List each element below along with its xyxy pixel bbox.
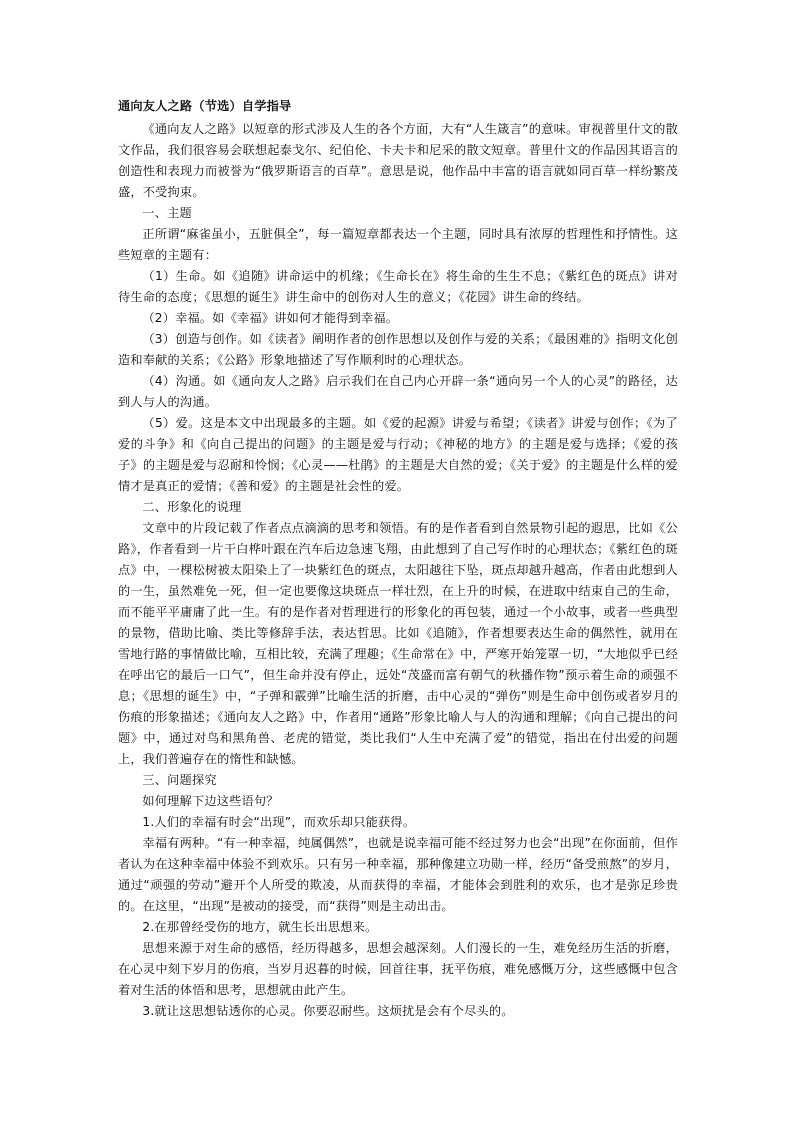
theme-item-love: （5）爱。这是本文中出现最多的主题。如《爱的起源》讲爱与希望；《读者》讲爱与创作；《为了爱的斗争》和《向自己提出的问题》的主题是爱与行动；《神秘的地方》的主题是爱与选择；《爱的孩子》的主题是爱与忍耐和怜悯；《心灵——杜鹃》的主题是大自然的爱；《关于爱》的主题是什么样的爱情才是真正的爱情；《善和爱》的主题是社会性的爱。 [118,416,678,493]
theme-item-life: （1）生命。如《追随》讲命运中的机缘；《生命长在》将生命的生生不息；《紫红色的斑点》讲对待生命的态度；《思想的诞生》讲生命中的创伤对人生的意义；《花园》讲生命的终结。 [118,269,678,304]
theme-intro-paragraph: 正所谓“麻雀虽小，五脏俱全”，每一篇短章都表达一个主题，同时具有浓厚的哲理性和抒情性。这些短章的主题有： [118,227,678,262]
answer-2: 思想来源于对生命的感悟，经历得越多，思想会越深刻。人们漫长的一生，难免经历生活的折磨，在心灵中刻下岁月的伤痕，当岁月迟暮的时候，回首往事，抚平伤痕，难免感慨万分，这些感慨中包含着对生活的体悟和思考，思想就由此产生。 [118,941,678,997]
question-3: 3.就让这思想钻透你的心灵。你要忍耐些。这烦扰是会有个尽头的。 [142,1004,514,1018]
theme-item-communication: （4）沟通。如《通向友人之路》启示我们在自己内心开辟一条“通向另一个人的心灵”的路径，达到人与人的沟通。 [118,374,678,409]
document-page [118,96,678,1022]
section-heading-questions: 三、问题探究 [142,773,217,787]
theme-item-happiness: （2）幸福。如《幸福》讲如何才能得到幸福。 [142,311,399,325]
document-title: 通向友人之路（节选）自学指导 [118,99,292,113]
question-1: 1.人们的幸福有时会“出现”，而欢乐却只能获得。 [142,815,416,829]
reasoning-paragraph: 文章中的片段记载了作者点点滴滴的思考和领悟。有的是作者看到自然景物引起的遐思，比如《公路》，作者看到一片干白桦叶跟在汽车后边急速飞翔，由此想到了自己写作时的心理状态；《紫红色的斑点》中，一棵松树被太阳染上了一块紫红色的斑点，太阳越往下坠，斑点却越升越高，作者由此想到人的一生，虽然难免一死，但一定也要像这块斑点一样壮烈，在上升的时候，在进取中结束自己的生命，而不能平平庸庸了此一生。有的是作者对哲理进行的形象化的再包装，通过一个小故事，或者一些典型的景物，借助比喻、类比等修辞手法，表达哲思。比如《追随》，作者想要表达生命的偶然性，就用在雪地行路的事情做比喻，互相比较，充满了理趣；《生命常在》中，严寒开始笼罩一切，“大地似乎已经在呼出它的最后一口气”，但生命并没有停止，远处“茂盛而富有朝气的秋播作物”预示着生命的顽强不息；《思想的诞生》中，“子弹和霰弹”比喻生活的折磨，击中心灵的“弹伤”则是生命中创伤或者岁月的伤痕的形象描述；《通向友人之路》中，作者用“通路”形象比喻人与人的沟通和理解；《向自己提出的问题》中，通过对鸟和黑角兽、老虎的错觉，类比我们“人生中充满了爱”的错觉，指出在付出爱的问题上，我们普遍存在的惰性和缺憾。 [118,521,678,766]
intro-paragraph: 《通向友人之路》以短章的形式涉及人生的各个方面，大有“人生箴言”的意味。审视普里什文的散文作品，我们很容易会联想起泰戈尔、纪伯伦、卡夫卡和尼采的散文短章。普里什文的作品因其语言的创造性和表现力而被誉为“俄罗斯语言的百草”。意思是说，他作品中丰富的语言就如同百草一样纷繁茂盛，不受拘束。 [118,122,678,199]
section-heading-reasoning: 二、形象化的说理 [142,500,242,514]
question-2: 2.在那曾经受伤的地方，就生长出思想来。 [142,920,378,934]
theme-item-creation: （3）创造与创作。如《读者》阐明作者的创作思想以及创作与爱的关系；《最困难的》指明文化创造和奉献的关系；《公路》形象地描述了写作顺利时的心理状态。 [118,332,678,367]
section-heading-theme: 一、主题 [142,206,192,220]
answer-1: 幸福有两种。“有一种幸福，纯属偶然”，也就是说幸福可能不经过努力也会“出现”在你面前，但作者认为在这种幸福中体验不到欢乐。只有另一种幸福，那种像建立功勋一样，经历“备受煎熬”的岁月，通过“顽强的劳动”避开个人所受的欺凌，从而获得的幸福，才能体会到胜利的欢乐，也才是弥足珍贵的。在这里，“出现”是被动的接受，而“获得”则是主动出击。 [118,836,678,913]
questions-prompt: 如何理解下边这些语句？ [142,794,279,808]
